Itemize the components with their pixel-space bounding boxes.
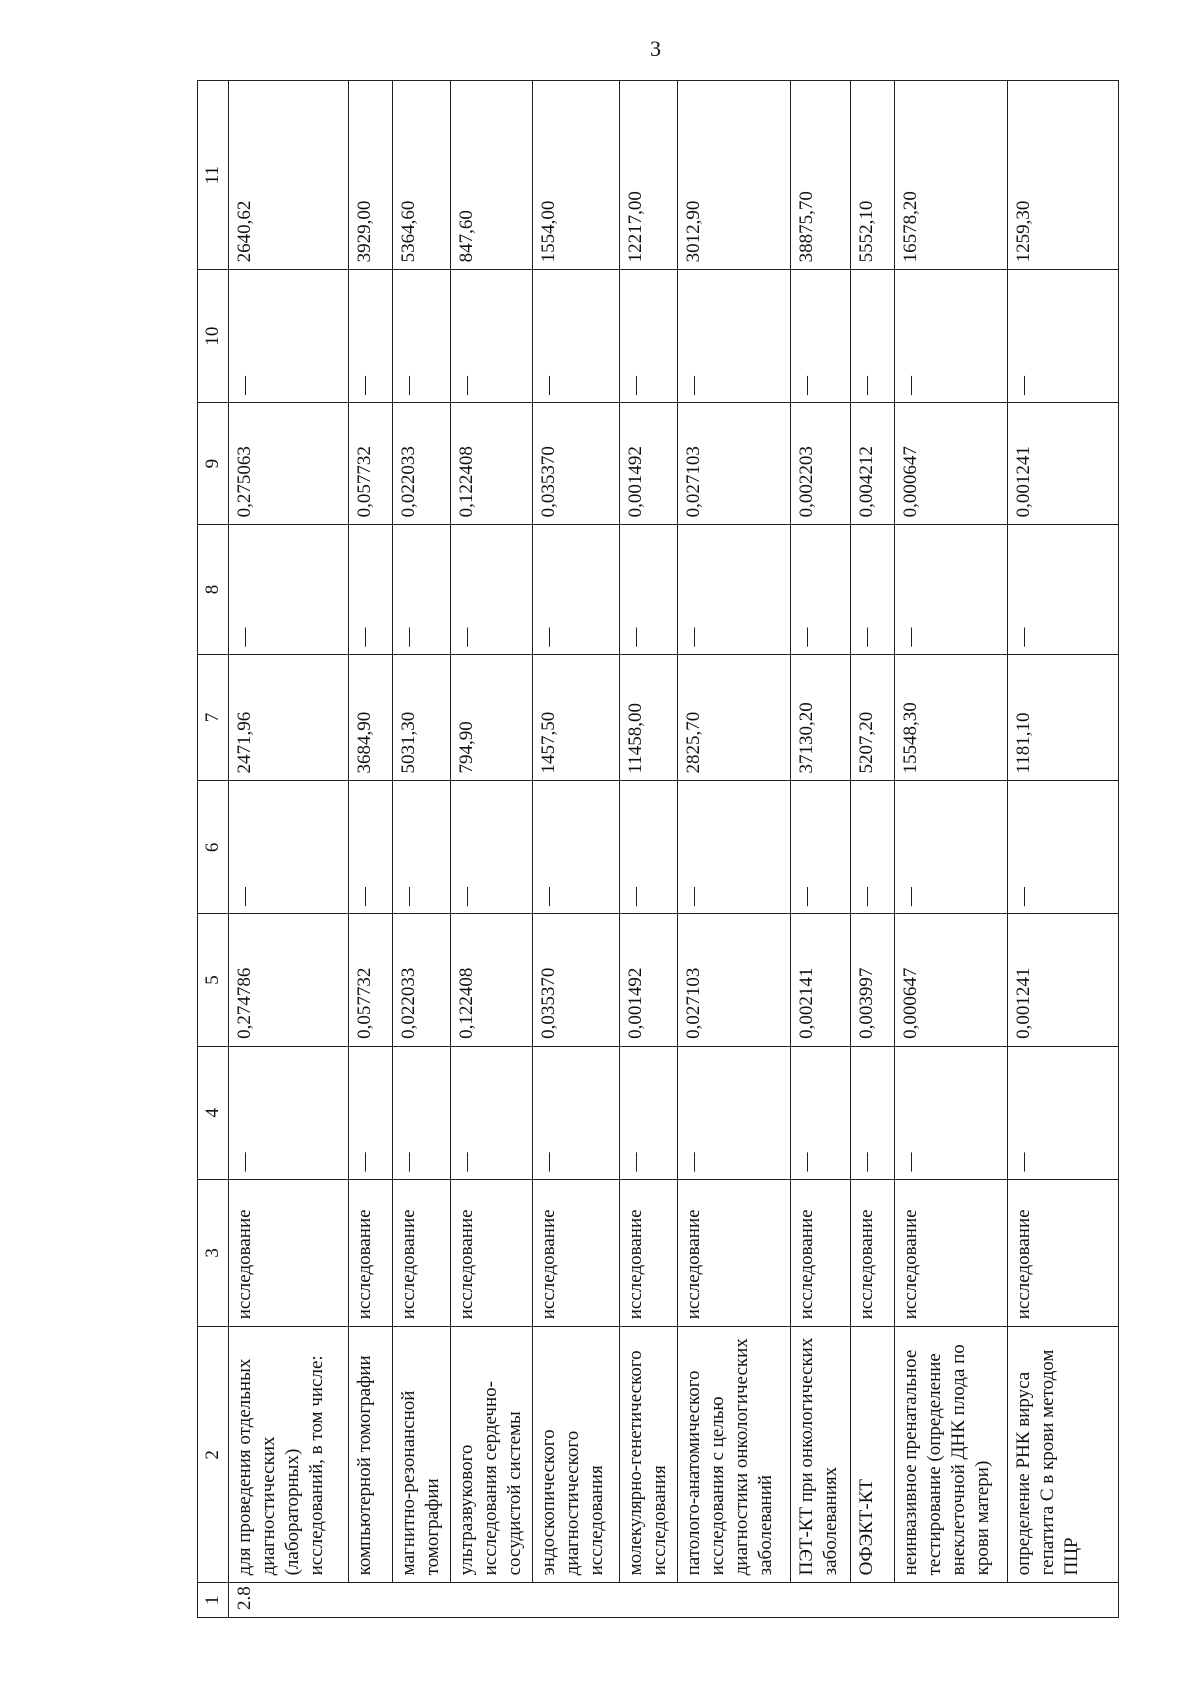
dash-cell: — [451, 525, 533, 654]
unit-cell: исследование [790, 1179, 850, 1327]
unit-cell: исследование [851, 1179, 895, 1327]
header-cell: 2 [198, 1327, 229, 1583]
service-name: компьютерной томографии [348, 1327, 392, 1583]
value-cell: 0,001241 [1008, 914, 1119, 1047]
value-cell: 16578,20 [895, 81, 1008, 270]
table-row [895, 81, 1008, 1618]
dash-cell: — [619, 781, 677, 914]
dash-cell: — [851, 270, 895, 403]
dash-cell: — [790, 525, 850, 654]
service-name: эндоскопического диагностического исследования [533, 1327, 620, 1583]
value-cell: 847,60 [451, 81, 533, 270]
value-cell: 0,003997 [851, 914, 895, 1047]
dash-cell: — [678, 270, 791, 403]
header-cell: 11 [198, 81, 229, 270]
value-cell: 0,001241 [1008, 403, 1119, 525]
dash-cell: — [619, 525, 677, 654]
value-cell: 38875,70 [790, 81, 850, 270]
header-cell: 3 [198, 1179, 229, 1327]
row-number: 2.8 [229, 1583, 1119, 1618]
value-cell: 1554,00 [533, 81, 620, 270]
unit-cell: исследование [678, 1179, 791, 1327]
value-cell: 0,057732 [348, 403, 392, 525]
dash-cell: — [533, 525, 620, 654]
value-cell: 5031,30 [393, 654, 451, 781]
dash-cell: — [895, 525, 1008, 654]
value-cell: 5552,10 [851, 81, 895, 270]
value-cell: 3684,90 [348, 654, 392, 781]
value-cell: 1181,10 [1008, 654, 1119, 781]
header-cell: 9 [198, 403, 229, 525]
header-cell: 5 [198, 914, 229, 1047]
dash-cell: — [348, 1046, 392, 1179]
service-name: магнитно-резонансной томографии [393, 1327, 451, 1583]
dash-cell: — [229, 525, 349, 654]
value-cell: 0,022033 [393, 914, 451, 1047]
service-name: патолого-анатомического исследования с целью диагностики онкологических заболеваний [678, 1327, 791, 1583]
page-number: 3 [650, 36, 661, 61]
dash-cell: — [1008, 1046, 1119, 1179]
dash-cell: — [393, 781, 451, 914]
value-cell: 0,004212 [851, 403, 895, 525]
value-cell: 0,057732 [348, 914, 392, 1047]
table-row [229, 81, 349, 1618]
unit-cell: исследование [895, 1179, 1008, 1327]
table-row [393, 81, 451, 1618]
dash-cell: — [678, 1046, 791, 1179]
value-cell: 0,274786 [229, 914, 349, 1047]
value-cell: 0,027103 [678, 403, 791, 525]
dash-cell: — [533, 270, 620, 403]
value-cell: 1457,50 [533, 654, 620, 781]
table-row [790, 81, 850, 1618]
value-cell: 0,027103 [678, 914, 791, 1047]
unit-cell: исследование [229, 1179, 349, 1327]
dash-cell: — [895, 1046, 1008, 1179]
dash-cell: — [895, 781, 1008, 914]
dash-cell: — [678, 781, 791, 914]
table-row [1008, 81, 1119, 1618]
dash-cell: — [229, 1046, 349, 1179]
service-name: определение РНК вируса гепатита С в крови методом ПЦР [1008, 1327, 1119, 1583]
value-cell: 5364,60 [393, 81, 451, 270]
header-cell: 8 [198, 525, 229, 654]
table-row [619, 81, 677, 1618]
dash-cell: — [851, 525, 895, 654]
value-cell: 5207,20 [851, 654, 895, 781]
service-name: для проведения отдельных диагностических (лабораторных) исследований, в том числе: [229, 1327, 349, 1583]
dash-cell: — [348, 270, 392, 403]
dash-cell: — [451, 781, 533, 914]
header-row [198, 81, 229, 1618]
service-name: ультразвукового исследования сердечно-сосудистой системы [451, 1327, 533, 1583]
dash-cell: — [851, 781, 895, 914]
value-cell: 0,001492 [619, 914, 677, 1047]
value-cell: 0,275063 [229, 403, 349, 525]
unit-cell: исследование [451, 1179, 533, 1327]
unit-cell: исследование [619, 1179, 677, 1327]
value-cell: 12217,00 [619, 81, 677, 270]
value-cell: 0,035370 [533, 914, 620, 1047]
dash-cell: — [851, 1046, 895, 1179]
header-cell: 10 [198, 270, 229, 403]
dash-cell: — [533, 781, 620, 914]
value-cell: 0,002203 [790, 403, 850, 525]
dash-cell: — [895, 270, 1008, 403]
rotated-table-container [197, 80, 1119, 1618]
header-cell: 4 [198, 1046, 229, 1179]
dash-cell: — [1008, 781, 1119, 914]
dash-cell: — [393, 270, 451, 403]
table-row [451, 81, 533, 1618]
value-cell: 0,001492 [619, 403, 677, 525]
value-cell: 2471,96 [229, 654, 349, 781]
dash-cell: — [533, 1046, 620, 1179]
value-cell: 2640,62 [229, 81, 349, 270]
value-cell: 0,022033 [393, 403, 451, 525]
dash-cell: — [451, 1046, 533, 1179]
header-cell: 6 [198, 781, 229, 914]
dash-cell: — [1008, 270, 1119, 403]
dash-cell: — [619, 270, 677, 403]
dash-cell: — [790, 270, 850, 403]
dash-cell: — [229, 270, 349, 403]
value-cell: 0,000647 [895, 914, 1008, 1047]
dash-cell: — [790, 781, 850, 914]
tariff-table [197, 80, 1119, 1618]
value-cell: 3012,90 [678, 81, 791, 270]
table-row [851, 81, 895, 1618]
dash-cell: — [678, 525, 791, 654]
value-cell: 0,035370 [533, 403, 620, 525]
dash-cell: — [451, 270, 533, 403]
unit-cell: исследование [393, 1179, 451, 1327]
dash-cell: — [1008, 525, 1119, 654]
dash-cell: — [229, 781, 349, 914]
service-name: неинвазивное пренатальное тестирование (определение внеклеточной ДНК плода по крови матери) [895, 1327, 1008, 1583]
service-name: молекулярно-генетического исследования [619, 1327, 677, 1583]
service-name: ПЭТ-КТ при онкологических заболеваниях [790, 1327, 850, 1583]
value-cell: 0,002141 [790, 914, 850, 1047]
value-cell: 37130,20 [790, 654, 850, 781]
dash-cell: — [790, 1046, 850, 1179]
service-name: ОФЭКТ-КТ [851, 1327, 895, 1583]
value-cell: 3929,00 [348, 81, 392, 270]
header-cell: 1 [198, 1583, 229, 1618]
value-cell: 0,000647 [895, 403, 1008, 525]
value-cell: 15548,30 [895, 654, 1008, 781]
table-row [678, 81, 791, 1618]
dash-cell: — [393, 1046, 451, 1179]
unit-cell: исследование [348, 1179, 392, 1327]
value-cell: 11458,00 [619, 654, 677, 781]
dash-cell: — [348, 525, 392, 654]
table-row [348, 81, 392, 1618]
value-cell: 0,122408 [451, 914, 533, 1047]
unit-cell: исследование [533, 1179, 620, 1327]
value-cell: 794,90 [451, 654, 533, 781]
unit-cell: исследование [1008, 1179, 1119, 1327]
header-cell: 7 [198, 654, 229, 781]
dash-cell: — [619, 1046, 677, 1179]
value-cell: 0,122408 [451, 403, 533, 525]
table-row [533, 81, 620, 1618]
dash-cell: — [393, 525, 451, 654]
value-cell: 1259,30 [1008, 81, 1119, 270]
dash-cell: — [348, 781, 392, 914]
value-cell: 2825,70 [678, 654, 791, 781]
